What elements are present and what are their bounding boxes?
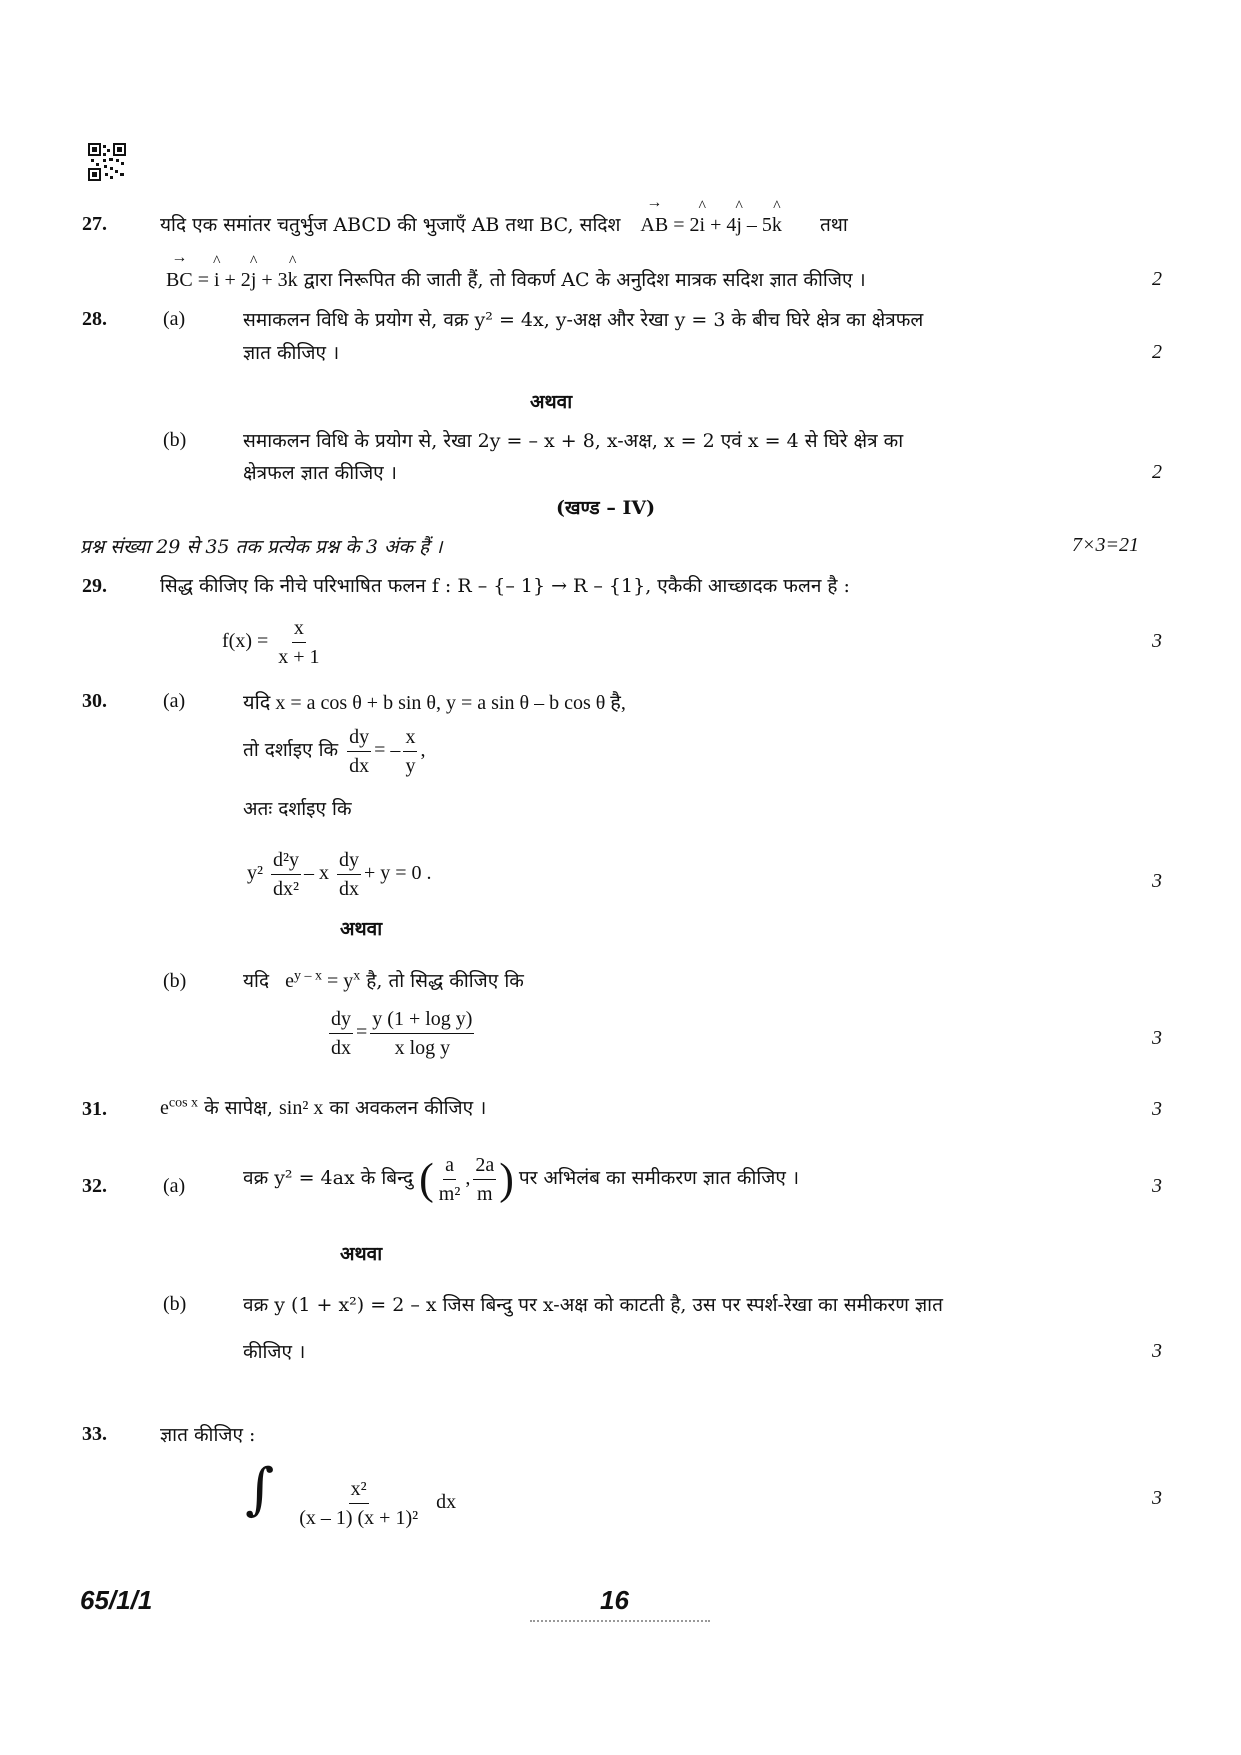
denominator: m² (438, 1183, 461, 1205)
marks: 2 (1152, 461, 1162, 483)
question-number: 27. (82, 213, 107, 235)
question-line (160, 1094, 486, 1120)
unit-vector-k: ^ k (772, 214, 782, 237)
math-text: = y (326, 970, 354, 992)
qr-code-icon (88, 143, 126, 181)
math-text: dx (436, 1491, 457, 1513)
question-line: अतः दर्शाइए कि (243, 798, 352, 820)
denominator: x log y (394, 1037, 451, 1059)
denominator: dx (331, 1037, 351, 1059)
marks: 3 (1152, 870, 1162, 892)
numerator: y (1 + log y) (370, 1007, 474, 1034)
paper-code: 65/1/1 (80, 1585, 153, 1615)
question-line: यदि एक समांतर चतुर्भुज ABCD की भुजाएँ AB तथा BC, सदिश (160, 214, 621, 236)
question-line: यदि (243, 970, 270, 992)
math-text: = 2 (673, 214, 700, 236)
math-text: e (285, 970, 294, 992)
fraction (337, 848, 361, 901)
marks: 3 (1152, 1340, 1162, 1362)
right-paren: ) (499, 1154, 514, 1204)
question-number: 28. (82, 308, 107, 330)
unit-vector-k: ^ k (288, 269, 298, 292)
denominator: (x – 1) (x + 1)² (299, 1506, 419, 1529)
unit-vector-j: ^ j (251, 269, 257, 292)
question-line: पर अभिलंब का समीकरण ज्ञात कीजिए । (518, 1167, 800, 1190)
math-text: e (160, 1097, 169, 1119)
or-label: अथवा (340, 1243, 383, 1265)
page-number: 16 (600, 1585, 629, 1615)
function-definition (222, 616, 325, 669)
sub-label: (b) (163, 1293, 187, 1315)
footer-rule (530, 1620, 710, 1622)
or-label: अथवा (340, 918, 383, 940)
denominator: dx² (273, 878, 299, 900)
numerator: dy (329, 1007, 353, 1034)
or-label: अथवा (530, 391, 573, 413)
numerator: dy (337, 848, 361, 875)
section-instruction: प्रश्न संख्या 29 से 35 तक प्रत्येक प्रश्न के 3 अंक हैं । (80, 536, 443, 558)
sub-label: (a) (163, 690, 186, 712)
math-sup: x (353, 968, 361, 984)
numerator: a (443, 1153, 456, 1180)
question-line: का अवकलन कीजिए । (329, 1097, 487, 1119)
fraction (437, 1153, 463, 1206)
question-line: तथा (819, 214, 848, 236)
unit-vector-i: ^ i (214, 269, 220, 292)
question-number: 33. (82, 1423, 107, 1445)
differential-equation (247, 848, 432, 901)
question-line: सिद्ध कीजिए कि नीचे परिभाषित फलन f : R – {– 1} → R – {1}, एकैकी आच्छादक फलन है : (160, 575, 850, 597)
math-text: f(x) = (222, 630, 269, 653)
fraction (403, 725, 417, 778)
sub-label: (b) (163, 970, 187, 992)
question-line: ज्ञात कीजिए । (243, 342, 340, 364)
marks: 3 (1152, 1175, 1162, 1197)
math-text: – x (304, 862, 329, 885)
fraction (297, 1477, 420, 1530)
math-text: + y = 0 . (364, 862, 432, 885)
sub-label: (b) (163, 429, 187, 451)
question-text (166, 266, 866, 292)
question-line: ज्ञात कीजिए : (160, 1424, 256, 1446)
math-text: – 5 (746, 214, 772, 236)
question-text (160, 211, 1095, 237)
question-line: वक्र y² = 4ax के बिन्दु ( $\frac{a}{\text{m²}}$ , $\frac{2a}{m}$ ) पर अभिलंब का समीकरण ज्ञात कीजिए । (243, 1154, 800, 1205)
numerator: x (403, 725, 417, 752)
fraction (271, 848, 301, 901)
fraction (329, 1007, 353, 1060)
question-line (243, 967, 524, 993)
math-text: y² (247, 862, 263, 885)
marks: 2 (1152, 341, 1162, 363)
question-line: तो दर्शाइए कि (243, 739, 339, 762)
unit-vector-j: ^ j (736, 214, 742, 237)
denominator: dx (349, 755, 370, 777)
numerator: x (292, 616, 306, 643)
left-paren: ( (419, 1154, 434, 1204)
question-line: समाकलन विधि के प्रयोग से, रेखा 2y = – x + 8, x-अक्ष, x = 2 एवं x = 4 से घिरे क्षेत्र का (243, 430, 904, 452)
numerator: 2a (473, 1153, 496, 1180)
marks: 3 (1152, 630, 1162, 652)
derivative-result: $\frac{dy}{dx}$ = $\frac{\text{y (1 + log y)}}{\text{x log y}}$ (331, 1008, 473, 1059)
derivative-line (243, 725, 425, 778)
question-number: 32. (82, 1175, 107, 1197)
vector-bc: → BC (166, 269, 193, 292)
vector-ab: → AB (640, 214, 668, 237)
denominator: x + 1 (278, 646, 320, 668)
math-text: = (197, 269, 209, 291)
integral-symbol: ∫ (245, 1457, 275, 1522)
math-text: sin² x (279, 1097, 324, 1119)
denominator: dx (339, 878, 359, 900)
math-text: = – (374, 739, 401, 762)
question-line: वक्र y (1 + x²) = 2 – x जिस बिन्दु पर x-अक्ष को काटती है, उस पर स्पर्श-रेखा का समीकरण ज्ञात (243, 1294, 943, 1316)
fraction (347, 725, 371, 778)
math-text: , (420, 739, 426, 762)
marks: 2 (1152, 268, 1162, 290)
math-text: + 3 (261, 269, 288, 291)
question-line: के सापेक्ष, (204, 1097, 273, 1119)
marks: 3 (1152, 1098, 1162, 1120)
section-total-marks: 7×3=21 (1072, 534, 1139, 556)
question-number: 29. (82, 575, 107, 597)
math-sup: y – x (293, 968, 322, 984)
numerator: dy (347, 725, 371, 752)
math-sup: cos x (168, 1095, 199, 1111)
section-title: (खण्ड – IV) (556, 497, 656, 519)
math-text: + 2 (224, 269, 251, 291)
numerator: d²y (271, 848, 301, 875)
question-line: वक्र y² = 4ax के बिन्दु (243, 1167, 414, 1190)
sub-label: (a) (163, 308, 186, 330)
fraction (370, 1007, 474, 1060)
unit-vector-i: ^ i (700, 214, 706, 237)
fraction (276, 616, 321, 669)
question-line: समाकलन विधि के प्रयोग से, वक्र y² = 4x, y-अक्ष और रेखा y = 3 के बीच घिरे क्षेत्र का क्षेत्रफल (243, 309, 924, 331)
question-number: 31. (82, 1098, 107, 1120)
marks: 3 (1152, 1027, 1162, 1049)
question-number: 30. (82, 690, 107, 712)
sub-label: (a) (163, 1175, 186, 1197)
question-line: कीजिए । (243, 1341, 306, 1363)
numerator: x² (349, 1477, 369, 1504)
question-line: द्वारा निरूपित की जाती हैं, तो विकर्ण AC के अनुदिश मात्रक सदिश ज्ञात कीजिए । (303, 269, 866, 291)
question-line: है, तो सिद्ध कीजिए कि (366, 970, 524, 992)
question-line: क्षेत्रफल ज्ञात कीजिए । (243, 462, 397, 484)
marks: 3 (1152, 1487, 1162, 1509)
denominator: y (405, 755, 416, 777)
fraction (473, 1153, 496, 1206)
math-text: + 4 (710, 214, 737, 236)
integral-expression (245, 1457, 457, 1530)
denominator: m (477, 1183, 493, 1205)
question-line: यदि x = a cos θ + b sin θ, y = a sin θ – b cos θ है, (243, 692, 626, 714)
